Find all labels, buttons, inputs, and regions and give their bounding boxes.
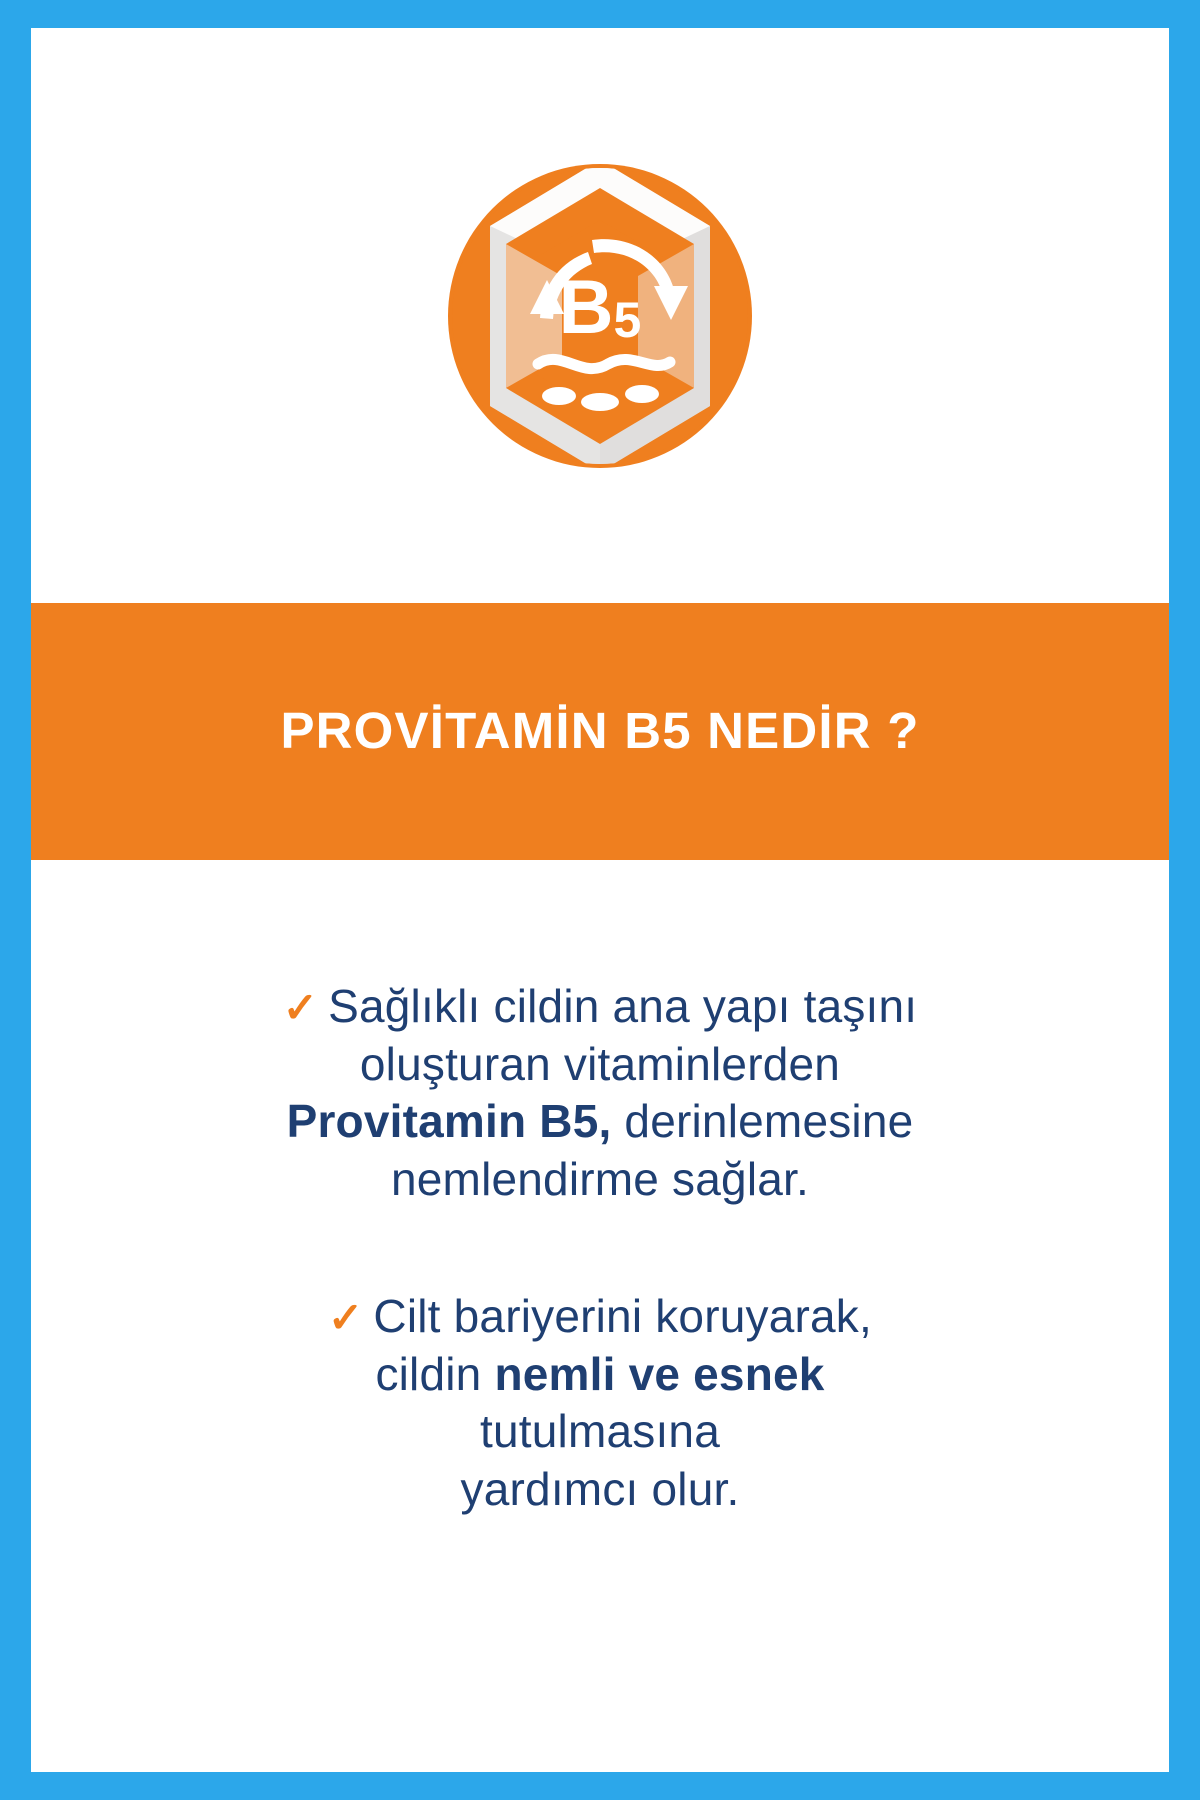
bullet-2-line-3: tutulmasına bbox=[480, 1405, 720, 1457]
bullet-1-line-4: nemlendirme sağlar. bbox=[390, 1152, 809, 1205]
bullet-item-2 bbox=[101, 1288, 1099, 1518]
logo-area bbox=[31, 28, 1169, 603]
title-band bbox=[31, 603, 1169, 860]
bullet-1-line-3-rest: derinlemesine bbox=[611, 1095, 914, 1147]
bullet-2-line-4: yardımcı olur. bbox=[460, 1462, 740, 1515]
bullet-2-line-2-bold: nemli ve esnek bbox=[494, 1347, 825, 1400]
page-title: PROVİTAMİN B5 NEDİR ? bbox=[280, 702, 920, 760]
bullet-2-line-2-pre: cildin bbox=[375, 1347, 495, 1400]
content-area bbox=[31, 860, 1169, 1518]
bullet-item-1 bbox=[101, 978, 1099, 1208]
provitamin-b5-badge-icon bbox=[442, 158, 758, 474]
bullet-1-line-1: Sağlıklı cildin ana yapı taşını bbox=[328, 980, 918, 1032]
bullet-1-line-2: oluşturan vitaminlerden bbox=[359, 1037, 841, 1090]
poster-frame bbox=[31, 28, 1169, 1772]
bullet-1-line-3-bold: Provitamin B5, bbox=[286, 1095, 612, 1147]
check-icon: ✓ bbox=[282, 984, 319, 1031]
check-icon: ✓ bbox=[328, 1294, 364, 1341]
badge-label-b: B5 bbox=[558, 264, 642, 350]
bullet-2-line-1: Cilt bariyerini koruyarak, bbox=[373, 1290, 872, 1342]
